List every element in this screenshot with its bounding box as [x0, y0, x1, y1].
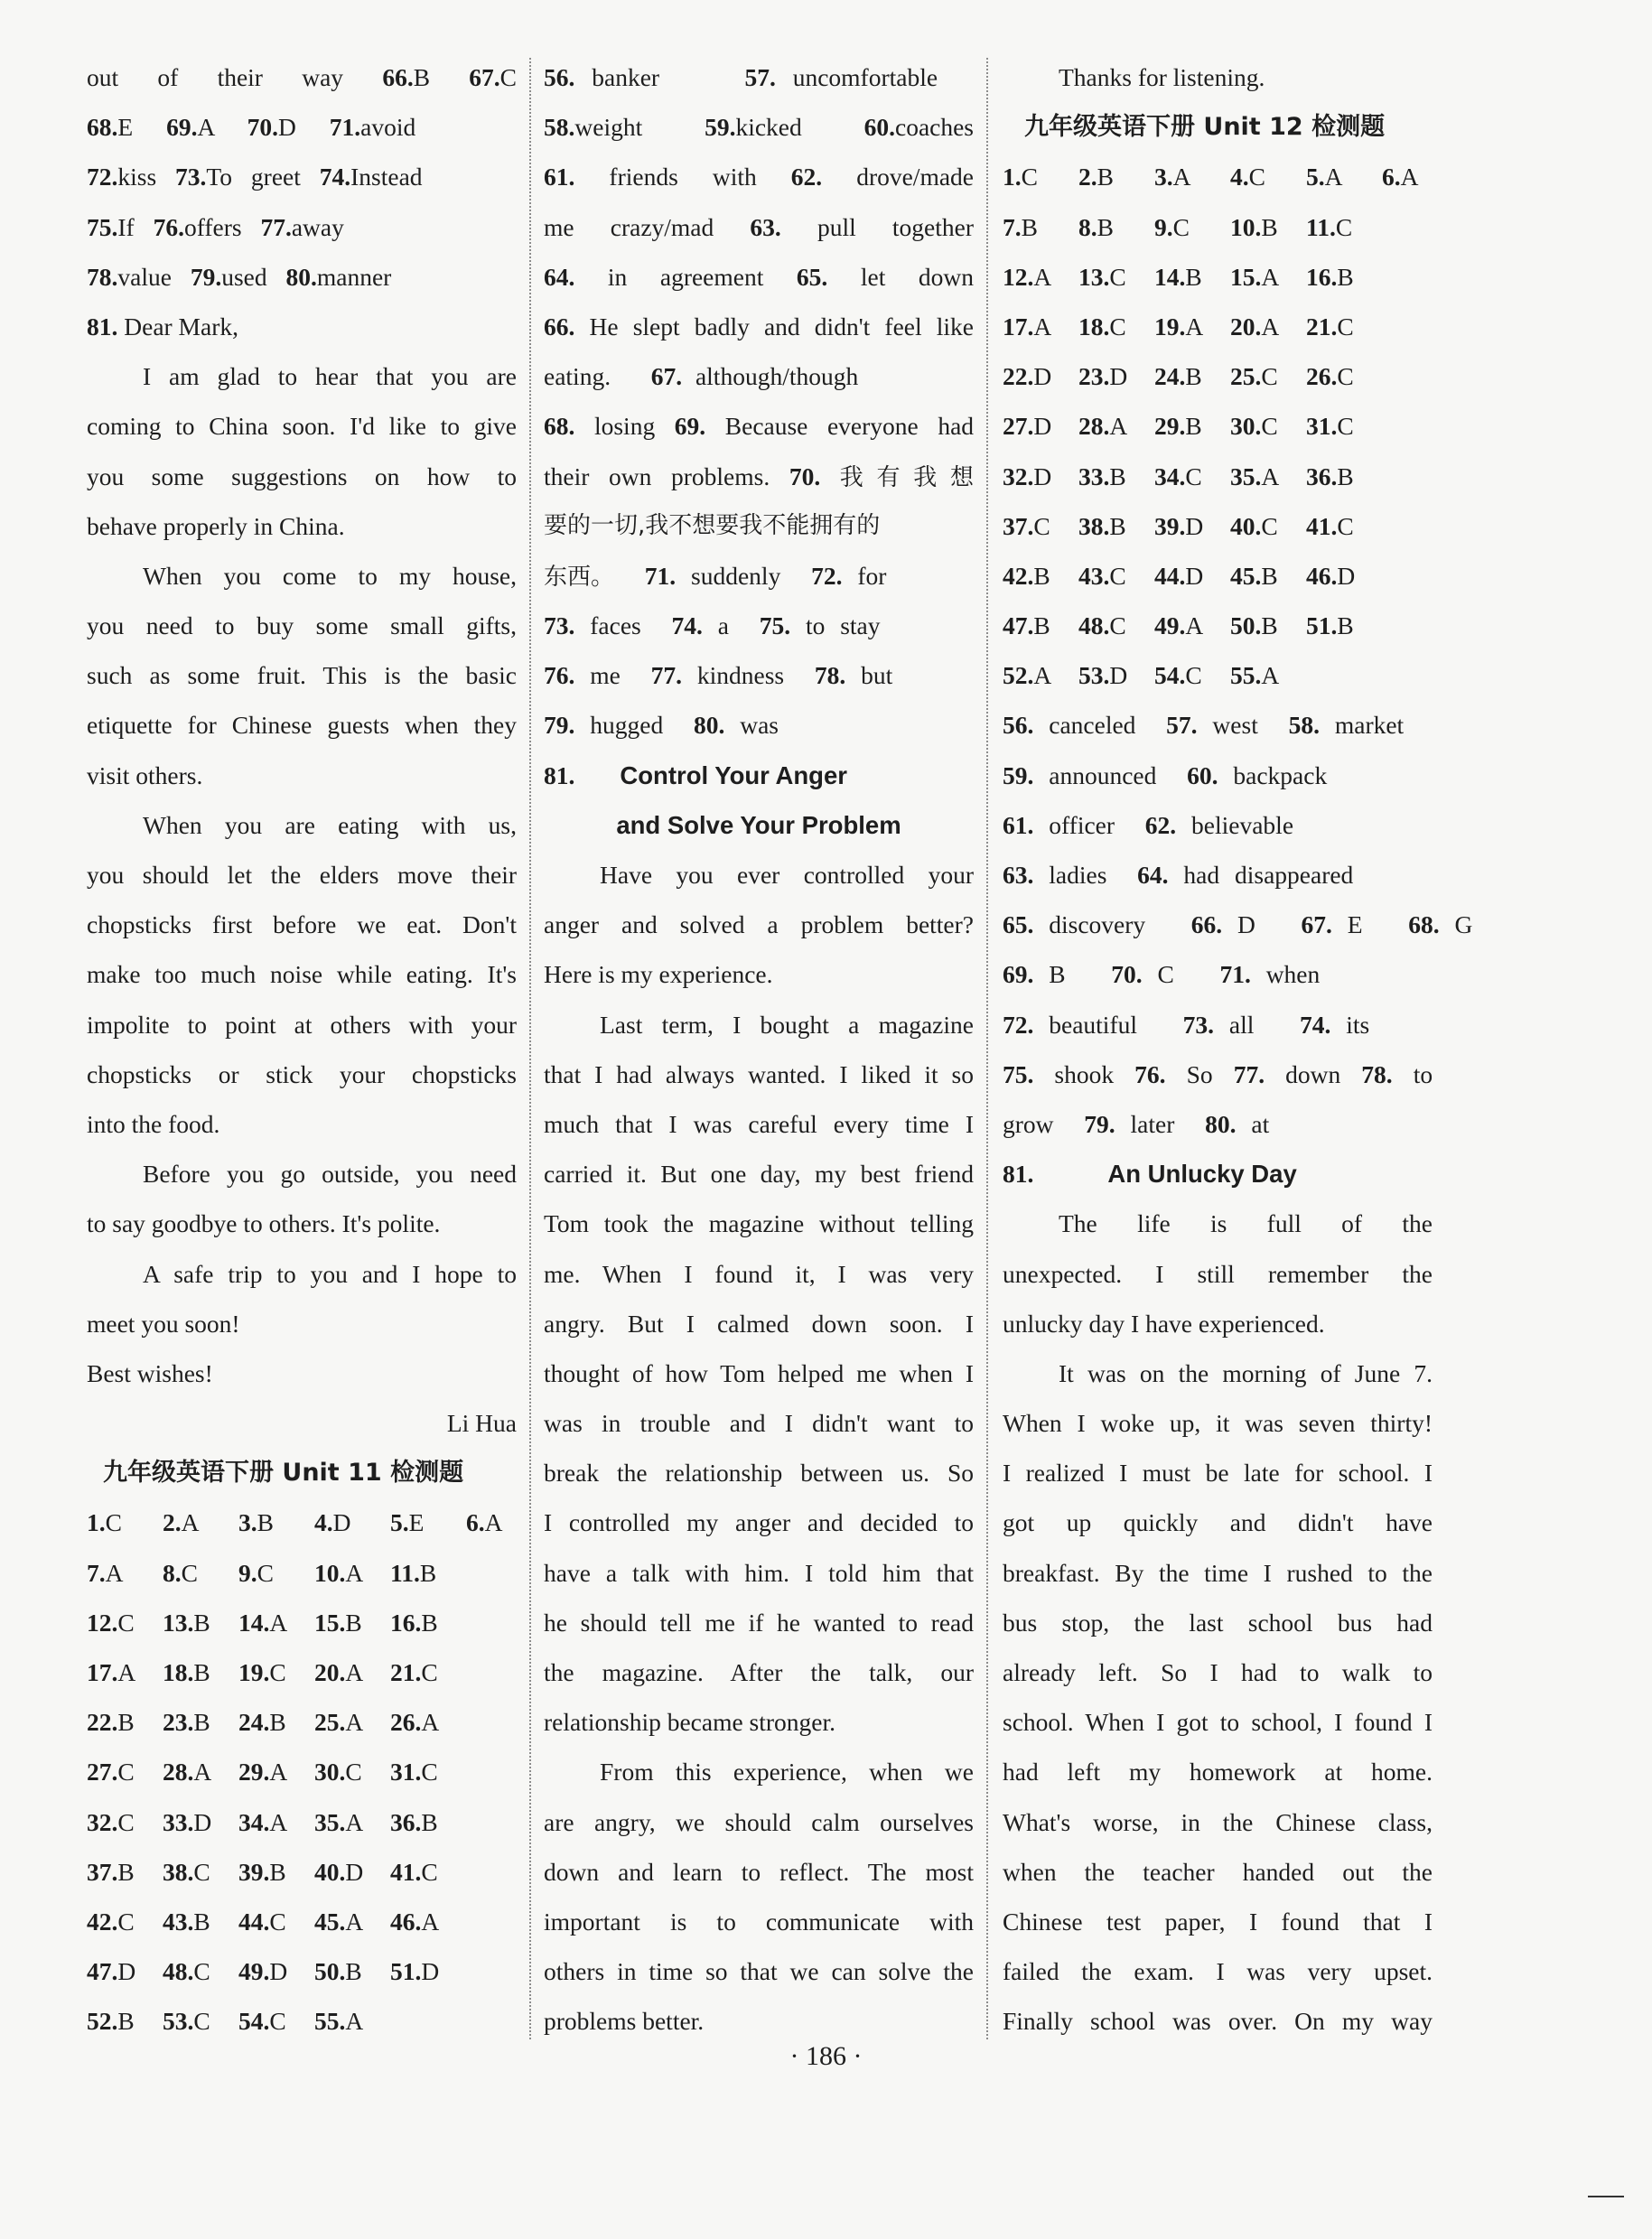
text-line: coming to China soon. I'd like to give	[87, 412, 517, 441]
answer-item: 21.C	[1306, 312, 1354, 341]
answer-item: 48.C	[1078, 611, 1126, 640]
answer-item: 30.C	[1230, 412, 1278, 441]
text-line: carried it. But one day, my best friend	[544, 1160, 974, 1189]
answer-item: 3.B	[238, 1508, 274, 1537]
answer-item: 53.D	[1078, 661, 1128, 690]
answer-item: 51.D	[390, 1957, 440, 1986]
essay-title: 81. Control Your Anger	[544, 760, 847, 789]
answer-item: 20.A	[314, 1658, 364, 1686]
answer-item: 31.C	[1306, 412, 1354, 441]
answer-row	[87, 1996, 517, 2046]
answer-item: 8.B	[1078, 212, 1114, 241]
answer-line: 68.E 69.A 70.D 71.avoid	[87, 113, 416, 142]
answer-line: their own problems. 70. 我有我想	[544, 462, 974, 491]
answer-item: 13.C	[1078, 262, 1126, 291]
text-line: had left my homework at home.	[1003, 1758, 1433, 1787]
unit11-answer-grid	[87, 1497, 517, 2046]
text-line: Tom took the magazine without telling	[544, 1209, 974, 1238]
answer-item: 23.B	[163, 1708, 210, 1737]
answer-item: 45.B	[1230, 561, 1278, 590]
answer-item: 4.D	[314, 1508, 351, 1537]
text-line: visit others.	[87, 760, 203, 789]
answer-item: 40.D	[314, 1857, 364, 1886]
text-line: others in time so that we can solve the	[544, 1957, 974, 1986]
answer-item: 15.B	[314, 1608, 362, 1637]
answer-item: 43.B	[163, 1907, 210, 1936]
text-line: From this experience, when we	[600, 1758, 974, 1787]
answer-item: 33.D	[163, 1807, 212, 1836]
text-line: unlucky day I have experienced.	[1003, 1309, 1325, 1338]
answer-item: 10.A	[314, 1558, 364, 1587]
text-line: What's worse, in the Chinese class,	[1003, 1807, 1433, 1836]
answer-line: 65. discovery 66. D 67. E 68. G	[1003, 910, 1473, 939]
answer-line: 72.kiss 73.To greet 74.Instead	[87, 163, 423, 191]
answer-item: 37.C	[1003, 511, 1050, 540]
text-line: into the food.	[87, 1109, 220, 1138]
answer-item: 25.A	[314, 1708, 364, 1737]
answer-item: 11.C	[1306, 212, 1353, 241]
answer-row	[1003, 551, 1433, 601]
answer-item: 27.C	[87, 1758, 135, 1787]
text-line: the magazine. After the talk, our	[544, 1658, 974, 1686]
answer-line: 73. faces 74. a 75. to stay	[544, 611, 881, 640]
answer-item: 42.C	[87, 1907, 135, 1936]
answer-item: 19.A	[1154, 312, 1204, 341]
text-line: he should tell me if he wanted to read	[544, 1608, 974, 1637]
answer-line: 61. friends with 62. drove/made	[544, 163, 974, 191]
answer-item: 39.B	[238, 1857, 286, 1886]
text-line: problems better.	[544, 2007, 705, 2036]
answer-line: 79. hugged 80. was	[544, 711, 779, 740]
answer-item: 16.B	[390, 1608, 438, 1637]
answer-line: 56. canceled 57. west 58. market	[1003, 711, 1405, 740]
answer-line: 东西。 71. suddenly 72. for	[544, 561, 887, 591]
answer-item: 2.B	[1078, 163, 1114, 191]
answer-row	[1003, 501, 1433, 551]
answer-item: 14.B	[1154, 262, 1202, 291]
text-line: already left. So I had to walk to	[1003, 1658, 1433, 1686]
answer-item: 46.D	[1306, 561, 1356, 590]
answer-item: 22.B	[87, 1708, 135, 1737]
answer-item: 13.B	[163, 1608, 210, 1637]
answer-item: 27.D	[1003, 412, 1052, 441]
answer-item: 24.B	[1154, 362, 1202, 391]
answer-row	[1003, 252, 1433, 302]
answer-item: 52.A	[1003, 661, 1052, 690]
text-line: got up quickly and didn't have	[1003, 1508, 1433, 1537]
text-line: Have you ever controlled your	[600, 861, 974, 889]
answer-item: 37.B	[87, 1857, 135, 1886]
answer-line: 63. ladies 64. had disappeared	[1003, 861, 1354, 889]
text-line: When you are eating with us,	[143, 810, 517, 839]
answer-item: 28.A	[1078, 412, 1128, 441]
answer-item: 18.B	[163, 1658, 210, 1686]
text-line: When I woke up, it was seven thirty!	[1003, 1409, 1433, 1438]
answer-item: 55.A	[1230, 661, 1280, 690]
text-line: impolite to point at others with your	[87, 1010, 517, 1039]
text-line: are angry, we should calm ourselves	[544, 1807, 974, 1836]
answer-row	[1003, 302, 1433, 351]
text-line: that I had always wanted. I liked it so	[544, 1059, 974, 1088]
unit12-title: 九年级英语下册 Unit 12 检测题	[1024, 113, 1386, 142]
answer-item: 9.C	[238, 1558, 274, 1587]
answer-item: 16.B	[1306, 262, 1354, 291]
answer-item: 42.B	[1003, 561, 1050, 590]
text-line: Finally school was over. On my way	[1003, 2007, 1433, 2036]
text-line: me. When I found it, I was very	[544, 1259, 974, 1288]
text-line: chopsticks or stick your chopsticks	[87, 1059, 517, 1088]
answer-item: 9.C	[1154, 212, 1190, 241]
answer-item: 44.C	[238, 1907, 286, 1936]
answer-row	[87, 1946, 517, 1996]
text-line: meet you soon!	[87, 1309, 240, 1338]
answer-item: 30.C	[314, 1758, 362, 1787]
answer-row	[87, 1897, 517, 1946]
text-line: failed the exam. I was very upset.	[1003, 1957, 1433, 1986]
answer-item: 44.D	[1154, 561, 1204, 590]
answer-item: 29.A	[238, 1758, 288, 1787]
answer-row	[1003, 452, 1433, 501]
answer-row	[87, 1497, 517, 1547]
unit11-title: 九年级英语下册 Unit 11 检测题	[103, 1459, 464, 1488]
answer-item: 39.D	[1154, 511, 1204, 540]
answer-line: 66. He slept badly and didn't feel like	[544, 312, 974, 341]
column-divider	[986, 58, 988, 2039]
answer-item: 32.C	[87, 1807, 135, 1836]
answer-item: 6.A	[1382, 163, 1419, 191]
answer-item: 50.B	[314, 1957, 362, 1986]
text-line: Thanks for listening.	[1059, 63, 1265, 91]
text-line: such as some fruit. This is the basic	[87, 661, 517, 690]
answer-line: 68. losing 69. Because everyone had	[544, 412, 975, 441]
answer-line: 要的一切,我不想要我不能拥有的	[544, 511, 881, 539]
answer-item: 15.A	[1230, 262, 1280, 291]
answer-row	[87, 1598, 517, 1647]
answer-line: 75.If 76.offers 77.away	[87, 212, 344, 241]
essay-title: 81. An Unlucky Day	[1003, 1160, 1297, 1189]
answer-item: 40.C	[1230, 511, 1278, 540]
answer-line: 75. shook 76. So 77. down 78. to	[1003, 1059, 1433, 1088]
text-line: to say goodbye to others. It's polite.	[87, 1209, 441, 1238]
answer-item: 5.E	[390, 1508, 425, 1537]
corner-dash	[1588, 2196, 1624, 2197]
letter-closing: Best wishes!	[87, 1358, 213, 1387]
answer-line: out of their way 66.B 67.C	[87, 63, 518, 91]
text-line: behave properly in China.	[87, 511, 345, 540]
answer-item: 17.A	[1003, 312, 1052, 341]
answer-item: 35.A	[314, 1807, 364, 1836]
answer-item: 55.A	[314, 2007, 364, 2036]
answer-item: 17.A	[87, 1658, 136, 1686]
letter-signature: Li Hua	[446, 1409, 517, 1438]
answer-row	[1003, 351, 1433, 401]
column-right	[1003, 52, 1473, 2039]
text-line: The life is full of the	[1059, 1209, 1433, 1238]
text-line: A safe trip to you and I hope to	[143, 1259, 517, 1288]
answer-item: 47.D	[87, 1957, 136, 1986]
answer-item: 23.D	[1078, 362, 1128, 391]
text-line: important is to communicate with	[544, 1907, 974, 1936]
answer-item: 33.B	[1078, 462, 1126, 490]
answer-item: 3.A	[1154, 163, 1191, 191]
answer-row	[1003, 401, 1433, 451]
essay-title: and Solve Your Problem	[616, 810, 901, 839]
answer-item: 52.B	[87, 2007, 135, 2036]
answer-item: 32.D	[1003, 462, 1052, 490]
answer-item: 11.B	[390, 1558, 437, 1587]
answer-row	[87, 1797, 517, 1847]
text-line: etiquette for Chinese guests when they	[87, 711, 517, 740]
text-line: have a talk with him. I told him that	[544, 1558, 974, 1587]
answer-item: 48.C	[163, 1957, 210, 1986]
answer-item: 54.C	[1154, 661, 1202, 690]
answer-line: 81. Dear Mark,	[87, 312, 238, 341]
answer-item: 8.C	[163, 1558, 198, 1587]
answer-line: 59. announced 60. backpack	[1003, 760, 1328, 789]
answer-line: 61. officer 62. believable	[1003, 810, 1294, 839]
answer-line: 76. me 77. kindness 78. but	[544, 661, 893, 690]
answer-item: 24.B	[238, 1708, 286, 1737]
text-line: It was on the morning of June 7.	[1059, 1358, 1433, 1387]
answer-item: 7.A	[87, 1558, 124, 1587]
answer-item: 36.B	[1306, 462, 1354, 490]
text-line: When you come to my house,	[143, 561, 517, 590]
text-line: I realized I must be late for school. I	[1003, 1459, 1433, 1488]
text-line: much that I was careful every time I	[544, 1109, 974, 1138]
text-line: bus stop, the last school bus had	[1003, 1608, 1433, 1637]
answer-item: 5.A	[1306, 163, 1343, 191]
text-line: thought of how Tom helped me when I	[544, 1358, 974, 1387]
answer-item: 1.C	[1003, 163, 1038, 191]
answer-line: grow 79. later 80. at	[1003, 1109, 1270, 1138]
answer-line: me crazy/mad 63. pull together	[544, 212, 974, 241]
answer-item: 4.C	[1230, 163, 1265, 191]
answer-item: 6.A	[466, 1508, 503, 1537]
answer-line: 56. banker 57. uncomfortable	[544, 63, 938, 91]
text-line: unexpected. I still remember the	[1003, 1259, 1433, 1288]
answer-item: 38.B	[1078, 511, 1126, 540]
text-line: breakfast. By the time I rushed to the	[1003, 1558, 1433, 1587]
text-line: you should let the elders move their	[87, 861, 517, 889]
answer-item: 14.A	[238, 1608, 288, 1637]
column-left	[87, 52, 517, 2039]
answer-item: 31.C	[390, 1758, 438, 1787]
answer-row	[1003, 202, 1433, 252]
answer-item: 18.C	[1078, 312, 1126, 341]
answer-item: 54.C	[238, 2007, 286, 2036]
text-line: Chinese test paper, I found that I	[1003, 1907, 1433, 1936]
text-line: make too much noise while eating. It's	[87, 960, 517, 989]
answer-item: 47.B	[1003, 611, 1050, 640]
column-middle	[544, 52, 974, 2039]
answer-item: 50.B	[1230, 611, 1278, 640]
answer-line: 72. beautiful 73. all 74. its	[1003, 1010, 1370, 1039]
answer-item: 46.A	[390, 1907, 440, 1936]
answer-item: 7.B	[1003, 212, 1038, 241]
answer-row	[87, 1847, 517, 1897]
answer-item: 38.C	[163, 1857, 210, 1886]
text-line: Last term, I bought a magazine	[600, 1010, 974, 1039]
unit12-answer-grid	[1003, 152, 1433, 700]
answer-item: 35.A	[1230, 462, 1280, 490]
answer-item: 28.A	[163, 1758, 212, 1787]
answer-item: 10.B	[1230, 212, 1278, 241]
answer-line: 69. B 70. C 71. when	[1003, 960, 1321, 989]
answer-item: 26.C	[1306, 362, 1354, 391]
answer-item: 49.D	[238, 1957, 288, 1986]
text-line: Here is my experience.	[544, 960, 773, 989]
answer-item: 26.A	[390, 1708, 440, 1737]
answer-item: 25.C	[1230, 362, 1278, 391]
answer-item: 2.A	[163, 1508, 200, 1537]
text-line: was in trouble and I didn't want to	[544, 1409, 974, 1438]
answer-item: 29.B	[1154, 412, 1202, 441]
answer-item: 41.C	[390, 1857, 438, 1886]
answer-line: 78.value 79.used 80.manner	[87, 262, 392, 291]
text-line: when the teacher handed out the	[1003, 1857, 1433, 1886]
answer-item: 45.A	[314, 1907, 364, 1936]
answer-item: 51.B	[1306, 611, 1354, 640]
text-line: school. When I got to school, I found I	[1003, 1708, 1433, 1737]
answer-row	[87, 1647, 517, 1697]
text-line: relationship became stronger.	[544, 1708, 836, 1737]
text-line: break the relationship between us. So	[544, 1459, 974, 1488]
answer-item: 49.A	[1154, 611, 1204, 640]
answer-line: eating. 67. although/though	[544, 362, 859, 391]
answer-row	[1003, 152, 1433, 201]
answer-item: 19.C	[238, 1658, 286, 1686]
answer-line: 64. in agreement 65. let down	[544, 262, 974, 291]
text-line: chopsticks first before we eat. Don't	[87, 910, 517, 939]
answer-item: 21.C	[390, 1658, 438, 1686]
page-number: · 186 ·	[789, 2041, 863, 2071]
answer-row	[1003, 650, 1433, 700]
answer-item: 34.C	[1154, 462, 1202, 490]
answer-item: 1.C	[87, 1508, 122, 1537]
text-line: down and learn to reflect. The most	[544, 1857, 974, 1886]
answer-item: 12.A	[1003, 262, 1052, 291]
column-divider	[529, 58, 531, 2039]
text-line: you need to buy some small gifts,	[87, 611, 517, 640]
answer-item: 34.A	[238, 1807, 288, 1836]
answer-item: 22.D	[1003, 362, 1052, 391]
answer-row	[1003, 601, 1433, 650]
text-line: you some suggestions on how to	[87, 462, 517, 490]
text-line: anger and solved a problem better?	[544, 910, 974, 939]
text-line: angry. But I calmed down soon. I	[544, 1309, 974, 1338]
answer-item: 12.C	[87, 1608, 135, 1637]
answer-item: 43.C	[1078, 561, 1126, 590]
text-line: I controlled my anger and decided to	[544, 1508, 974, 1537]
answer-row	[87, 1548, 517, 1598]
answer-row	[87, 1747, 517, 1796]
answer-row	[87, 1697, 517, 1747]
answer-item: 20.A	[1230, 312, 1280, 341]
answer-item: 36.B	[390, 1807, 438, 1836]
answer-item: 53.C	[163, 2007, 210, 2036]
answer-item: 41.C	[1306, 511, 1354, 540]
text-line: I am glad to hear that you are	[143, 362, 517, 391]
answer-line: 58.weight 59.kicked 60.coaches	[544, 113, 975, 142]
text-line: Before you go outside, you need	[143, 1160, 517, 1189]
